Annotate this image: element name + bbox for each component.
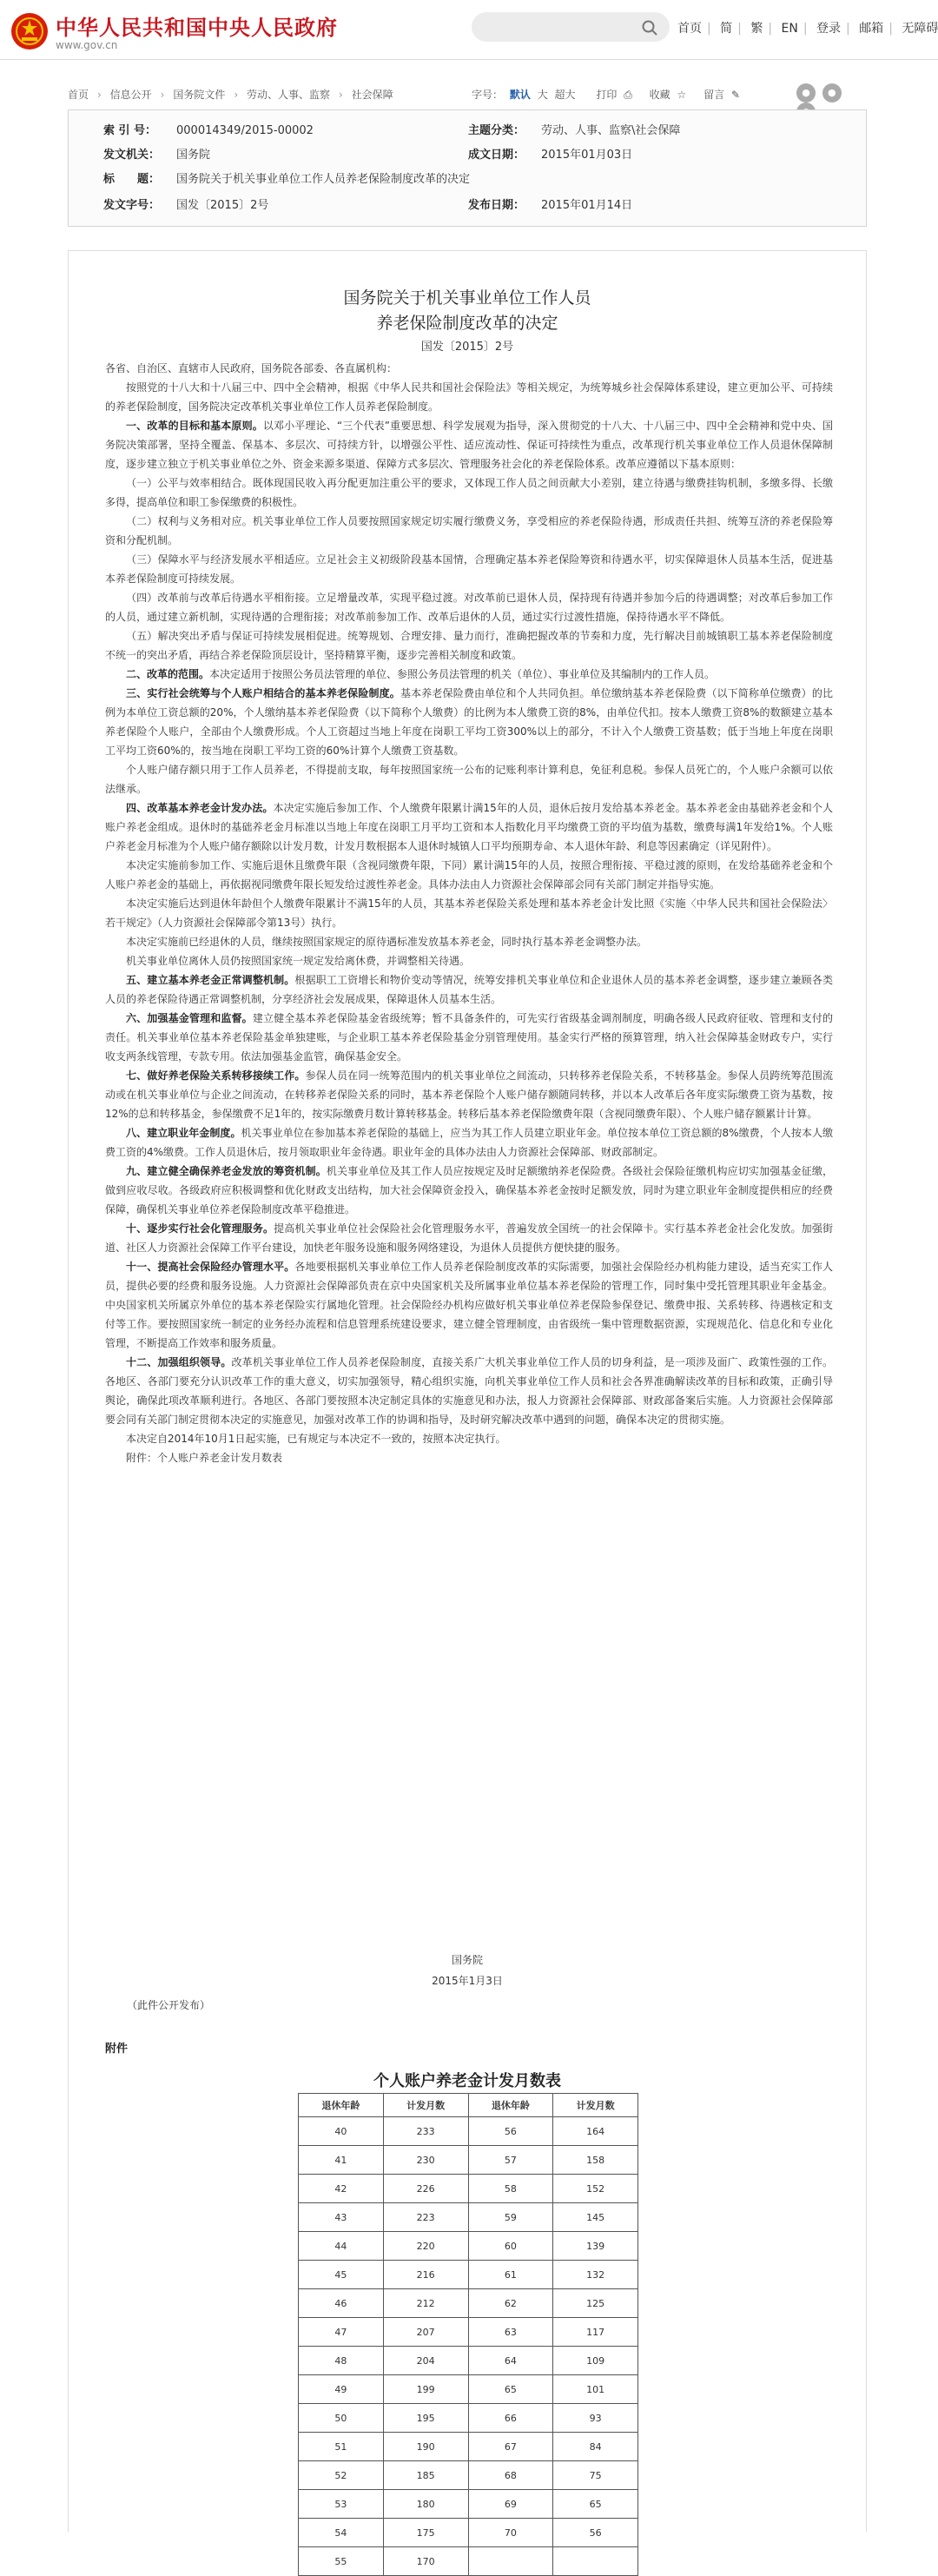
sign-date: 2015年1月3日 <box>432 1975 503 1987</box>
meta-index-label: 索 引 号： <box>103 124 157 137</box>
paragraph-text: 改革机关事业单位工作人员养老保险制度，直接关系广大机关事业单位工作人员的切身利益，是一项涉及面广、政策性强的工作。各地区、各部门要充分认识改革工作的重大意义，切实加强领导，精心组织实施，向机关事业单位工作人员和社会各界准确解读改革的目标和政策，正确引导舆论，确保此项改革顺利进行。各地区、各部门要按照本决定制定具体的实施意见和办法，报人力资源社会保障部、财政部备案后实施。人力资源社会保障部要会同有关部门制定贯彻本决定的实施意见，加强对改革工作的协调和指导，及时研究解决改革中遇到的问题，确保本决定的贯彻实施。 <box>105 1356 833 1426</box>
table-cell: 125 <box>553 2289 638 2318</box>
table-cell: 50 <box>299 2404 384 2433</box>
table-cell: 54 <box>299 2519 384 2547</box>
table-cell: 109 <box>553 2347 638 2375</box>
breadcrumb-social-security[interactable]: 社会保障 <box>351 89 393 101</box>
table-body <box>299 2117 638 2576</box>
table-cell: 45 <box>299 2261 384 2289</box>
table-cell: 51 <box>299 2433 384 2461</box>
document-title <box>69 286 866 336</box>
table-cell: 152 <box>553 2175 638 2203</box>
body-paragraph <box>105 1009 833 1066</box>
section-heading: 七、做好养老保险关系转移接续工作。 <box>126 1069 306 1082</box>
search-input[interactable] <box>472 12 670 42</box>
table-cell: 132 <box>553 2261 638 2289</box>
body-paragraph <box>105 550 833 588</box>
body-paragraph <box>105 760 833 798</box>
table-cell: 84 <box>553 2433 638 2461</box>
table-cell: 164 <box>553 2117 638 2146</box>
print-button[interactable] <box>596 89 635 101</box>
table-cell: 233 <box>383 2117 468 2146</box>
section-heading: 十一、提高社会保险经办管理水平。 <box>126 1261 295 1273</box>
wechat-icon[interactable]: ● <box>822 83 842 103</box>
table-cell: 185 <box>383 2461 468 2490</box>
table-cell: 190 <box>383 2433 468 2461</box>
meta-published-label: 发布日期： <box>468 199 525 212</box>
body-paragraph <box>105 473 833 512</box>
meta-published-date <box>468 195 632 213</box>
table-row <box>299 2433 638 2461</box>
section-heading: 八、建立职业年金制度。 <box>126 1127 241 1139</box>
table-cell: 212 <box>383 2289 468 2318</box>
table-cell: 145 <box>553 2203 638 2232</box>
paragraph-text: 本决定实施后参加工作、个人缴费年限累计满15年的人员，退休后按月发给基本养老金。基本养老金由基础养老金和个人账户养老金组成。退休时的基础养老金月标准以当地上年度在岗职工月平均工资和本人指数化月平均缴费工资的平均值为基数，缴费每满1年发给1%。个人账户养老金月标准为个人账户储存额除以计发月数，计发月数根据本人退休时城镇人口平均预期寿命、本人退休年龄、利息等因素确定（详见附件）。 <box>105 802 833 852</box>
paragraph-text: 机关事业单位及其工作人员应按规定及时足额缴纳养老保险费。各级社会保险征缴机构应切实加强基金征缴，做到应收尽收。各级政府应积极调整和优化财政支出结构，加大社会保障资金投入，确保基本养老金按时足额发放，同时为建立职业年金制度提供相应的经费保障，确保机关事业单位养老保险制度改革平稳推进。 <box>105 1165 833 1215</box>
breadcrumb-state-council-docs[interactable]: 国务院文件 <box>173 89 226 101</box>
table-cell: 62 <box>468 2289 553 2318</box>
table-row <box>299 2461 638 2490</box>
section-heading: 六、加强基金管理和监督。 <box>126 1012 253 1024</box>
document-title-line2: 养老保险制度改革的决定 <box>376 314 558 333</box>
table-cell: 175 <box>383 2519 468 2547</box>
meta-index <box>103 121 314 138</box>
body-paragraph <box>105 856 833 894</box>
paragraph-text: （四）改革前与改革后待遇水平相衔接。立足增量改革，实现平稳过渡。对改革前已退休人员，保持现有待遇并参加今后的待遇调整；对改革后参加工作的人员，通过建立新机制，实现待遇的合理衔接；对改革前参加工作、改革后退休的人员，通过实行过渡性措施，保持待遇水平不降低。 <box>105 592 833 623</box>
table-cell: 61 <box>468 2261 553 2289</box>
print-icon: ⎙ <box>624 89 632 101</box>
body-paragraph <box>105 1448 833 1467</box>
table-cell: 53 <box>299 2490 384 2519</box>
table-row <box>299 2375 638 2404</box>
breadcrumb-info-disclosure[interactable]: 信息公开 <box>109 89 152 101</box>
body-paragraph <box>105 932 833 951</box>
header-retire-age: 退休年龄 <box>299 2094 384 2117</box>
comment-label: 留言 <box>704 89 725 101</box>
section-heading: 二、改革的范围。 <box>126 668 210 680</box>
meta-title-label: 标 题： <box>103 173 161 186</box>
paragraph-text: 各地要根据机关事业单位工作人员养老保险制度改革的实际需要，加强社会保险经办机构能力建设，适当充实工作人员，提供必要的经费和服务设施。人力资源社会保障部负责在京中央国家机关及所属事业单位基本养老保险的管理工作，同时集中受托管理其职业年金基金。中央国家机关所属京外单位的基本养老保险实行属地化管理。社会保险经办机构应做好机关事业单位养老保险参保登记、缴费申报、关系转移、待遇核定和支付等工作。要按照国家统一制定的业务经办流程和信息管理系统建设要求，建立健全管理制度，由省级统一集中管理数据资源，实现规范化、信息化和专业化管理，不断提高工作效率和服务质量。 <box>105 1261 833 1349</box>
table-row <box>299 2232 638 2261</box>
table-cell: 220 <box>383 2232 468 2261</box>
public-release-note: （此件公开发布） <box>127 1999 211 2011</box>
body-paragraph <box>105 894 833 932</box>
body-paragraph <box>105 1162 833 1219</box>
meta-written-value: 2015年01月03日 <box>541 149 633 162</box>
table-cell: 67 <box>468 2433 553 2461</box>
meta-index-value: 000014349/2015-00002 <box>176 124 314 137</box>
meta-written-label: 成文日期： <box>468 149 525 162</box>
table-cell: 41 <box>299 2146 384 2175</box>
paragraph-text: 本决定实施后达到退休年龄但个人缴费年限累计不满15年的人员，其基本养老保险关系处理和基本养老金计发比照《实施〈中华人民共和国社会保险法〉若干规定》（人力资源社会保障部令第13号）执行。 <box>105 897 833 929</box>
breadcrumb-bar <box>68 83 867 106</box>
body-paragraph <box>105 416 833 473</box>
body-paragraph <box>105 1066 833 1123</box>
font-size-label: 字号： <box>472 89 504 101</box>
nav-simplified[interactable]: 简 <box>720 22 733 36</box>
font-size-xlarge[interactable]: 超大 <box>554 89 576 101</box>
table-cell: 101 <box>553 2375 638 2404</box>
table-cell: 56 <box>553 2519 638 2547</box>
paragraph-text: 机关事业单位在参加基本养老保险的基础上，应当为其工作人员建立职业年金。单位按本单位工资总额的8%缴费，个人按本人缴费工资的4%缴费。工作人员退休后，按月领取职业年金待遇。职业年金的具体办法由人力资源社会保障部、财政部制定。 <box>105 1127 833 1158</box>
table-cell: 70 <box>468 2519 553 2547</box>
section-heading: 五、建立基本养老金正常调整机制。 <box>126 974 295 986</box>
pension-months-table <box>298 2093 638 2576</box>
comment-button[interactable] <box>704 89 743 101</box>
table-row <box>299 2519 638 2547</box>
meta-issuer-label: 发文机关： <box>103 149 161 162</box>
body-paragraph <box>105 798 833 856</box>
table-cell: 58 <box>468 2175 553 2203</box>
section-heading: 四、改革基本养老金计发办法。 <box>126 802 274 814</box>
table-cell: 65 <box>553 2490 638 2519</box>
table-cell: 49 <box>299 2375 384 2404</box>
top-nav: 首页 | 简 | 繁 | EN | 登录 | 邮箱 | 无障碍 <box>677 22 938 36</box>
section-heading: 一、改革的目标和基本原则。 <box>126 420 263 432</box>
paragraph-text: 本决定实施前参加工作、实施后退休且缴费年限（含视同缴费年限，下同）累计满15年的人员，按照合理衔接、平稳过渡的原则，在发给基础养老金和个人账户养老金的基础上，再依据视同缴费年限长短发给过渡性养老金。具体办法由人力资源社会保障部会同有关部门制定并指导实施。 <box>105 859 833 891</box>
header-retire-age-2: 退休年龄 <box>468 2094 553 2117</box>
paragraph-text: 个人账户储存额只用于工作人员养老，不得提前支取，每年按照国家统一公布的记账利率计算利息，免征利息税。参保人员死亡的，个人账户余额可以依法继承。 <box>105 764 833 795</box>
paragraph-text: 附件：个人账户养老金计发月数表 <box>126 1452 283 1464</box>
site-header <box>0 0 938 60</box>
body-paragraph <box>105 684 833 760</box>
paragraph-text: （一）公平与效率相结合。既体现国民收入再分配更加注重公平的要求，又体现工作人员之间贡献大小差别，建立待遇与缴费挂钩机制，多缴多得、长缴多得，提高单位和职工参保缴费的积极性。 <box>105 477 833 508</box>
article-container <box>68 250 867 2567</box>
breadcrumb: 首页 › 信息公开 › 国务院文件 › 劳动、人事、监察 › 社会保障 <box>68 89 393 101</box>
nav-mail[interactable]: 邮箱 <box>859 22 884 36</box>
document-number: 国发〔2015〕2号 <box>420 341 514 354</box>
table-cell: 56 <box>468 2117 553 2146</box>
table-title: 个人账户养老金计发月数表 <box>373 2072 561 2090</box>
meta-doc-number <box>103 195 268 213</box>
print-label: 打印 <box>596 89 618 101</box>
paragraph-text: 本决定自2014年10月1日起实施，已有规定与本决定不一致的，按照本决定执行。 <box>126 1433 506 1445</box>
pencil-icon: ✎ <box>730 89 740 101</box>
table-cell: 44 <box>299 2232 384 2261</box>
favorite-button[interactable] <box>650 89 690 101</box>
table-row <box>299 2404 638 2433</box>
meta-category <box>468 121 680 138</box>
table-row <box>299 2347 638 2375</box>
meta-issuer-value: 国务院 <box>176 149 211 162</box>
nav-login[interactable]: 登录 <box>816 22 842 36</box>
table-row <box>299 2318 638 2347</box>
paragraph-text: 按照党的十八大和十八届三中、四中全会精神，根据《中华人民共和国社会保险法》等相关规定，为统筹城乡社会保障体系建设，建立更加公平、可持续的养老保险制度，国务院决定改革机关事业单位工作人员养老保险制度。 <box>105 381 833 413</box>
table-cell: 199 <box>383 2375 468 2404</box>
table-cell: 69 <box>468 2490 553 2519</box>
table-cell <box>553 2547 638 2576</box>
table-cell: 216 <box>383 2261 468 2289</box>
nav-accessibility[interactable]: 无障碍 <box>902 22 938 36</box>
paragraph-list <box>105 378 833 1467</box>
table-cell: 139 <box>553 2232 638 2261</box>
paragraph-text: 本决定适用于按照公务员法管理的单位、参照公务员法管理的机关（单位）、事业单位及其编制内的工作人员。 <box>209 668 716 680</box>
star-icon: ☆ <box>677 89 687 101</box>
body-paragraph <box>105 1123 833 1162</box>
table-row <box>299 2289 638 2318</box>
table-cell <box>468 2547 553 2576</box>
meta-issuer <box>103 145 210 162</box>
nav-home[interactable]: 首页 <box>677 22 702 36</box>
national-emblem-icon[interactable] <box>10 12 49 50</box>
table-row <box>299 2203 638 2232</box>
breadcrumb-labor[interactable]: 劳动、人事、监察 <box>246 89 330 101</box>
header-months: 计发月数 <box>383 2094 468 2117</box>
nav-traditional[interactable]: 繁 <box>750 22 763 36</box>
salutation: 各省、自治区、直辖市人民政府，国务院各部委、各直属机构： <box>105 362 398 374</box>
search-icon[interactable] <box>641 19 658 36</box>
meta-published-value: 2015年01月14日 <box>541 199 633 212</box>
meta-title <box>103 169 470 187</box>
paragraph-text: 建立健全基本养老保险基金省级统筹；暂不具备条件的，可先实行省级基金调剂制度，明确各级人民政府征收、管理和支付的责任。机关事业单位基本养老保险基金单独建账，与企业职工基本养老保险基金分别管理使用。基金实行严格的预算管理，纳入社会保障基金财政专户，实行收支两条线管理，专款专用。依法加强基金监管，确保基金安全。 <box>105 1012 833 1063</box>
section-heading: 十二、加强组织领导。 <box>126 1356 232 1368</box>
body-paragraph <box>105 970 833 1009</box>
section-heading: 三、实行社会统筹与个人账户相结合的基本养老保险制度。 <box>126 687 400 699</box>
paragraph-text: 本决定实施前已经退休的人员，继续按照国家规定的原待遇标准发放基本养老金，同时执行基本养老金调整办法。 <box>126 936 648 948</box>
document-title-line1: 国务院关于机关事业单位工作人员 <box>343 288 591 308</box>
table-cell: 226 <box>383 2175 468 2203</box>
table-cell: 223 <box>383 2203 468 2232</box>
signer: 国务院 <box>451 1954 483 1966</box>
paragraph-text: （二）权利与义务相对应。机关事业单位工作人员要按照国家规定切实履行缴费义务，享受相应的养老保险待遇，形成责任共担、统筹互济的养老保险筹资和分配机制。 <box>105 515 833 546</box>
site-title[interactable]: 中华人民共和国中央人民政府 <box>56 16 338 40</box>
table-cell: 55 <box>299 2547 384 2576</box>
paragraph-text: 机关事业单位离休人员仍按照国家统一规定发给离休费，并调整相关待遇。 <box>126 955 471 967</box>
body-paragraph <box>105 951 833 970</box>
table-row <box>299 2490 638 2519</box>
breadcrumb-home[interactable]: 首页 <box>68 89 89 101</box>
table-row <box>299 2146 638 2175</box>
meta-category-value: 劳动、人事、监察\社会保障 <box>541 124 681 137</box>
signature-block <box>69 1950 866 1991</box>
document-body <box>105 359 833 1467</box>
document-meta-box <box>68 109 867 227</box>
section-heading: 九、建立健全确保养老金发放的筹资机制。 <box>126 1165 327 1177</box>
table-cell: 40 <box>299 2117 384 2146</box>
table-cell: 117 <box>553 2318 638 2347</box>
body-paragraph <box>105 588 833 626</box>
meta-category-label: 主题分类： <box>468 124 525 137</box>
body-paragraph <box>105 1257 833 1353</box>
body-paragraph <box>105 512 833 550</box>
body-paragraph <box>105 1429 833 1448</box>
table-row <box>299 2261 638 2289</box>
paragraph-text: （五）解决突出矛盾与保证可持续发展相促进。统筹规划、合理安排、量力而行，准确把握改革的节奏和力度，先行解决目前城镇职工基本养老保险制度不统一的突出矛盾，再结合养老保险顶层设计，坚持精算平衡，逐步完善相关制度和政策。 <box>105 630 833 661</box>
table-row <box>299 2547 638 2576</box>
font-size-large[interactable]: 大 <box>537 89 548 101</box>
table-cell: 68 <box>468 2461 553 2490</box>
table-cell: 207 <box>383 2318 468 2347</box>
attachment-label: 附件 <box>105 2043 129 2056</box>
table-cell: 48 <box>299 2347 384 2375</box>
table-cell: 75 <box>553 2461 638 2490</box>
table-row <box>299 2117 638 2146</box>
site-url: www.gov.cn <box>56 39 118 51</box>
table-cell: 52 <box>299 2461 384 2490</box>
paragraph-text: 基本养老保险费由单位和个人共同负担。单位缴纳基本养老保险费（以下简称单位缴费）的比例为本单位工资总额的20%，个人缴纳基本养老保险费（以下简称个人缴费）的比例为本人缴费工资的8%，由单位代扣。按本人缴费工资8%的数额建立基本养老保险个人账户，全部由个人缴费形成。个人工资超过当地上年度在岗职工平均工资300%以上的部分，不计入个人缴费工资基数；低于当地上年度在岗职工平均工资60%的，按当地在岗职工平均工资的60%计算个人缴费工资基数。 <box>105 687 833 757</box>
table-cell: 47 <box>299 2318 384 2347</box>
table-cell: 93 <box>553 2404 638 2433</box>
meta-docno-value: 国发〔2015〕2号 <box>176 199 269 212</box>
table-header-row <box>299 2094 638 2117</box>
body-paragraph <box>105 1219 833 1257</box>
table-cell: 204 <box>383 2347 468 2375</box>
body-paragraph <box>105 626 833 665</box>
table-cell: 66 <box>468 2404 553 2433</box>
table-cell: 42 <box>299 2175 384 2203</box>
table-cell: 59 <box>468 2203 553 2232</box>
table-cell: 170 <box>383 2547 468 2576</box>
body-paragraph <box>105 1353 833 1429</box>
meta-title-value: 国务院关于机关事业单位工作人员养老保险制度改革的决定 <box>176 173 471 186</box>
meta-written-date <box>468 145 632 162</box>
font-size-default[interactable]: 默认 <box>509 89 531 101</box>
page-tools <box>472 87 747 102</box>
table-cell: 60 <box>468 2232 553 2261</box>
meta-docno-label: 发文字号： <box>103 199 161 212</box>
table-cell: 65 <box>468 2375 553 2404</box>
body-paragraph <box>105 378 833 416</box>
table-cell: 195 <box>383 2404 468 2433</box>
weibo-icon[interactable]: ● <box>796 83 816 103</box>
header-months-2: 计发月数 <box>553 2094 638 2117</box>
table-cell: 230 <box>383 2146 468 2175</box>
paragraph-text: 以邓小平理论、“三个代表”重要思想、科学发展观为指导，深入贯彻党的十八大、十八届三中、四中全会精神和党中央、国务院决策部署，坚持全覆盖、保基本、多层次、可持续方针，以增强公平性、适应流动性、保证可持续性为重点，改革现行机关事业单位工作人员退休保障制度，逐步建立独立于机关事业单位之外、资金来源多渠道、保障方式多层次、管理服务社会化的养老保险体系。改革应遵循以下基本原则： <box>105 420 833 470</box>
section-heading: 十、逐步实行社会化管理服务。 <box>126 1222 274 1235</box>
paragraph-text: （三）保障水平与经济发展水平相适应。立足社会主义初级阶段基本国情，合理确定基本养老保险筹资和待遇水平，切实保障退休人员基本生活，促进基本养老保险制度可持续发展。 <box>105 553 833 585</box>
table-cell: 57 <box>468 2146 553 2175</box>
table-cell: 46 <box>299 2289 384 2318</box>
table-cell: 43 <box>299 2203 384 2232</box>
table-cell: 180 <box>383 2490 468 2519</box>
favorite-label: 收藏 <box>649 89 670 101</box>
table-cell: 64 <box>468 2347 553 2375</box>
paragraph-text: 根据职工工资增长和物价变动等情况，统筹安排机关事业单位和企业退休人员的基本养老金调整，逐步建立兼顾各类人员的养老保险待遇正常调整机制，分享经济社会发展成果，保障退休人员基本生活。 <box>105 974 833 1005</box>
table-row <box>299 2175 638 2203</box>
paragraph-text: 参保人员在同一统筹范围内的机关事业单位之间流动，只转移养老保险关系，不转移基金。参保人员跨统筹范围流动或在机关事业单位与企业之间流动，在转移养老保险关系的同时，基本养老保险个人账户储存额随同转移，并以本人改革后各年度实际缴费工资为基数，按12%的总和转移基金，参保缴费不足1年的，按实际缴费月数计算转移基金。转移后基本养老保险缴费年限（含视同缴费年限）、个人账户储存额累计计算。 <box>105 1069 833 1120</box>
nav-english[interactable]: EN <box>781 22 798 36</box>
table-cell: 63 <box>468 2318 553 2347</box>
table-cell: 158 <box>553 2146 638 2175</box>
body-paragraph <box>105 665 833 684</box>
paragraph-text: 提高机关事业单位社会保险社会化管理服务水平，普遍发放全国统一的社会保障卡。实行基本养老金社会化发放。加强街道、社区人力资源社会保障工作平台建设，加快老年服务设施和服务网络建设，为退休人员提供方便快捷的服务。 <box>105 1222 833 1254</box>
